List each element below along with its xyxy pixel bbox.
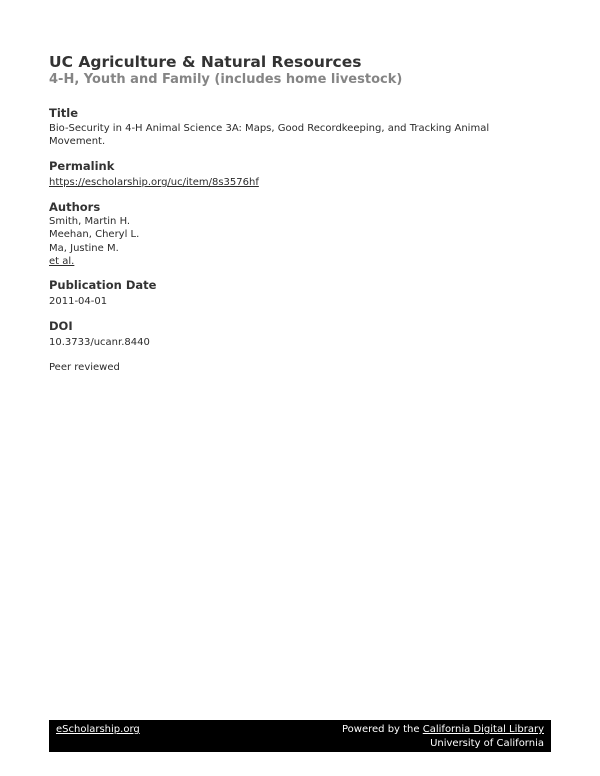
author-name: Ma, Justine M. bbox=[49, 242, 119, 254]
authors-list bbox=[49, 215, 139, 268]
doi-value: 10.3733/ucanr.8440 bbox=[49, 337, 150, 348]
university-name: University of California bbox=[430, 738, 544, 749]
paper-title: Bio-Security in 4-H Animal Science 3A: Maps, Good Recordkeeping, and Tracking Animal Movement. bbox=[49, 123, 490, 147]
publication-date-label: Publication Date bbox=[49, 278, 157, 292]
org-title: UC Agriculture & Natural Resources bbox=[49, 53, 362, 71]
author-name: Meehan, Cheryl L. bbox=[49, 229, 140, 241]
footer-bar bbox=[49, 720, 551, 752]
cdl-link[interactable]: California Digital Library bbox=[422, 724, 544, 735]
powered-by-text: Powered by the bbox=[342, 724, 420, 735]
powered-by-line bbox=[342, 724, 544, 735]
review-status: Peer reviewed bbox=[49, 362, 120, 373]
permalink-link[interactable]: https://escholarship.org/uc/item/8s3576hf bbox=[49, 177, 259, 188]
publication-date: 2011-04-01 bbox=[49, 296, 108, 307]
permalink-label: Permalink bbox=[49, 159, 115, 173]
doi-label: DOI bbox=[49, 319, 73, 333]
author-name: Smith, Martin H. bbox=[49, 216, 131, 227]
series-subtitle: 4-H, Youth and Family (includes home livestock) bbox=[49, 72, 403, 87]
escholarship-link[interactable]: eScholarship.org bbox=[56, 724, 140, 735]
et-al-link[interactable]: et al. bbox=[49, 255, 75, 267]
title-label: Title bbox=[49, 106, 79, 120]
authors-label: Authors bbox=[49, 200, 101, 214]
